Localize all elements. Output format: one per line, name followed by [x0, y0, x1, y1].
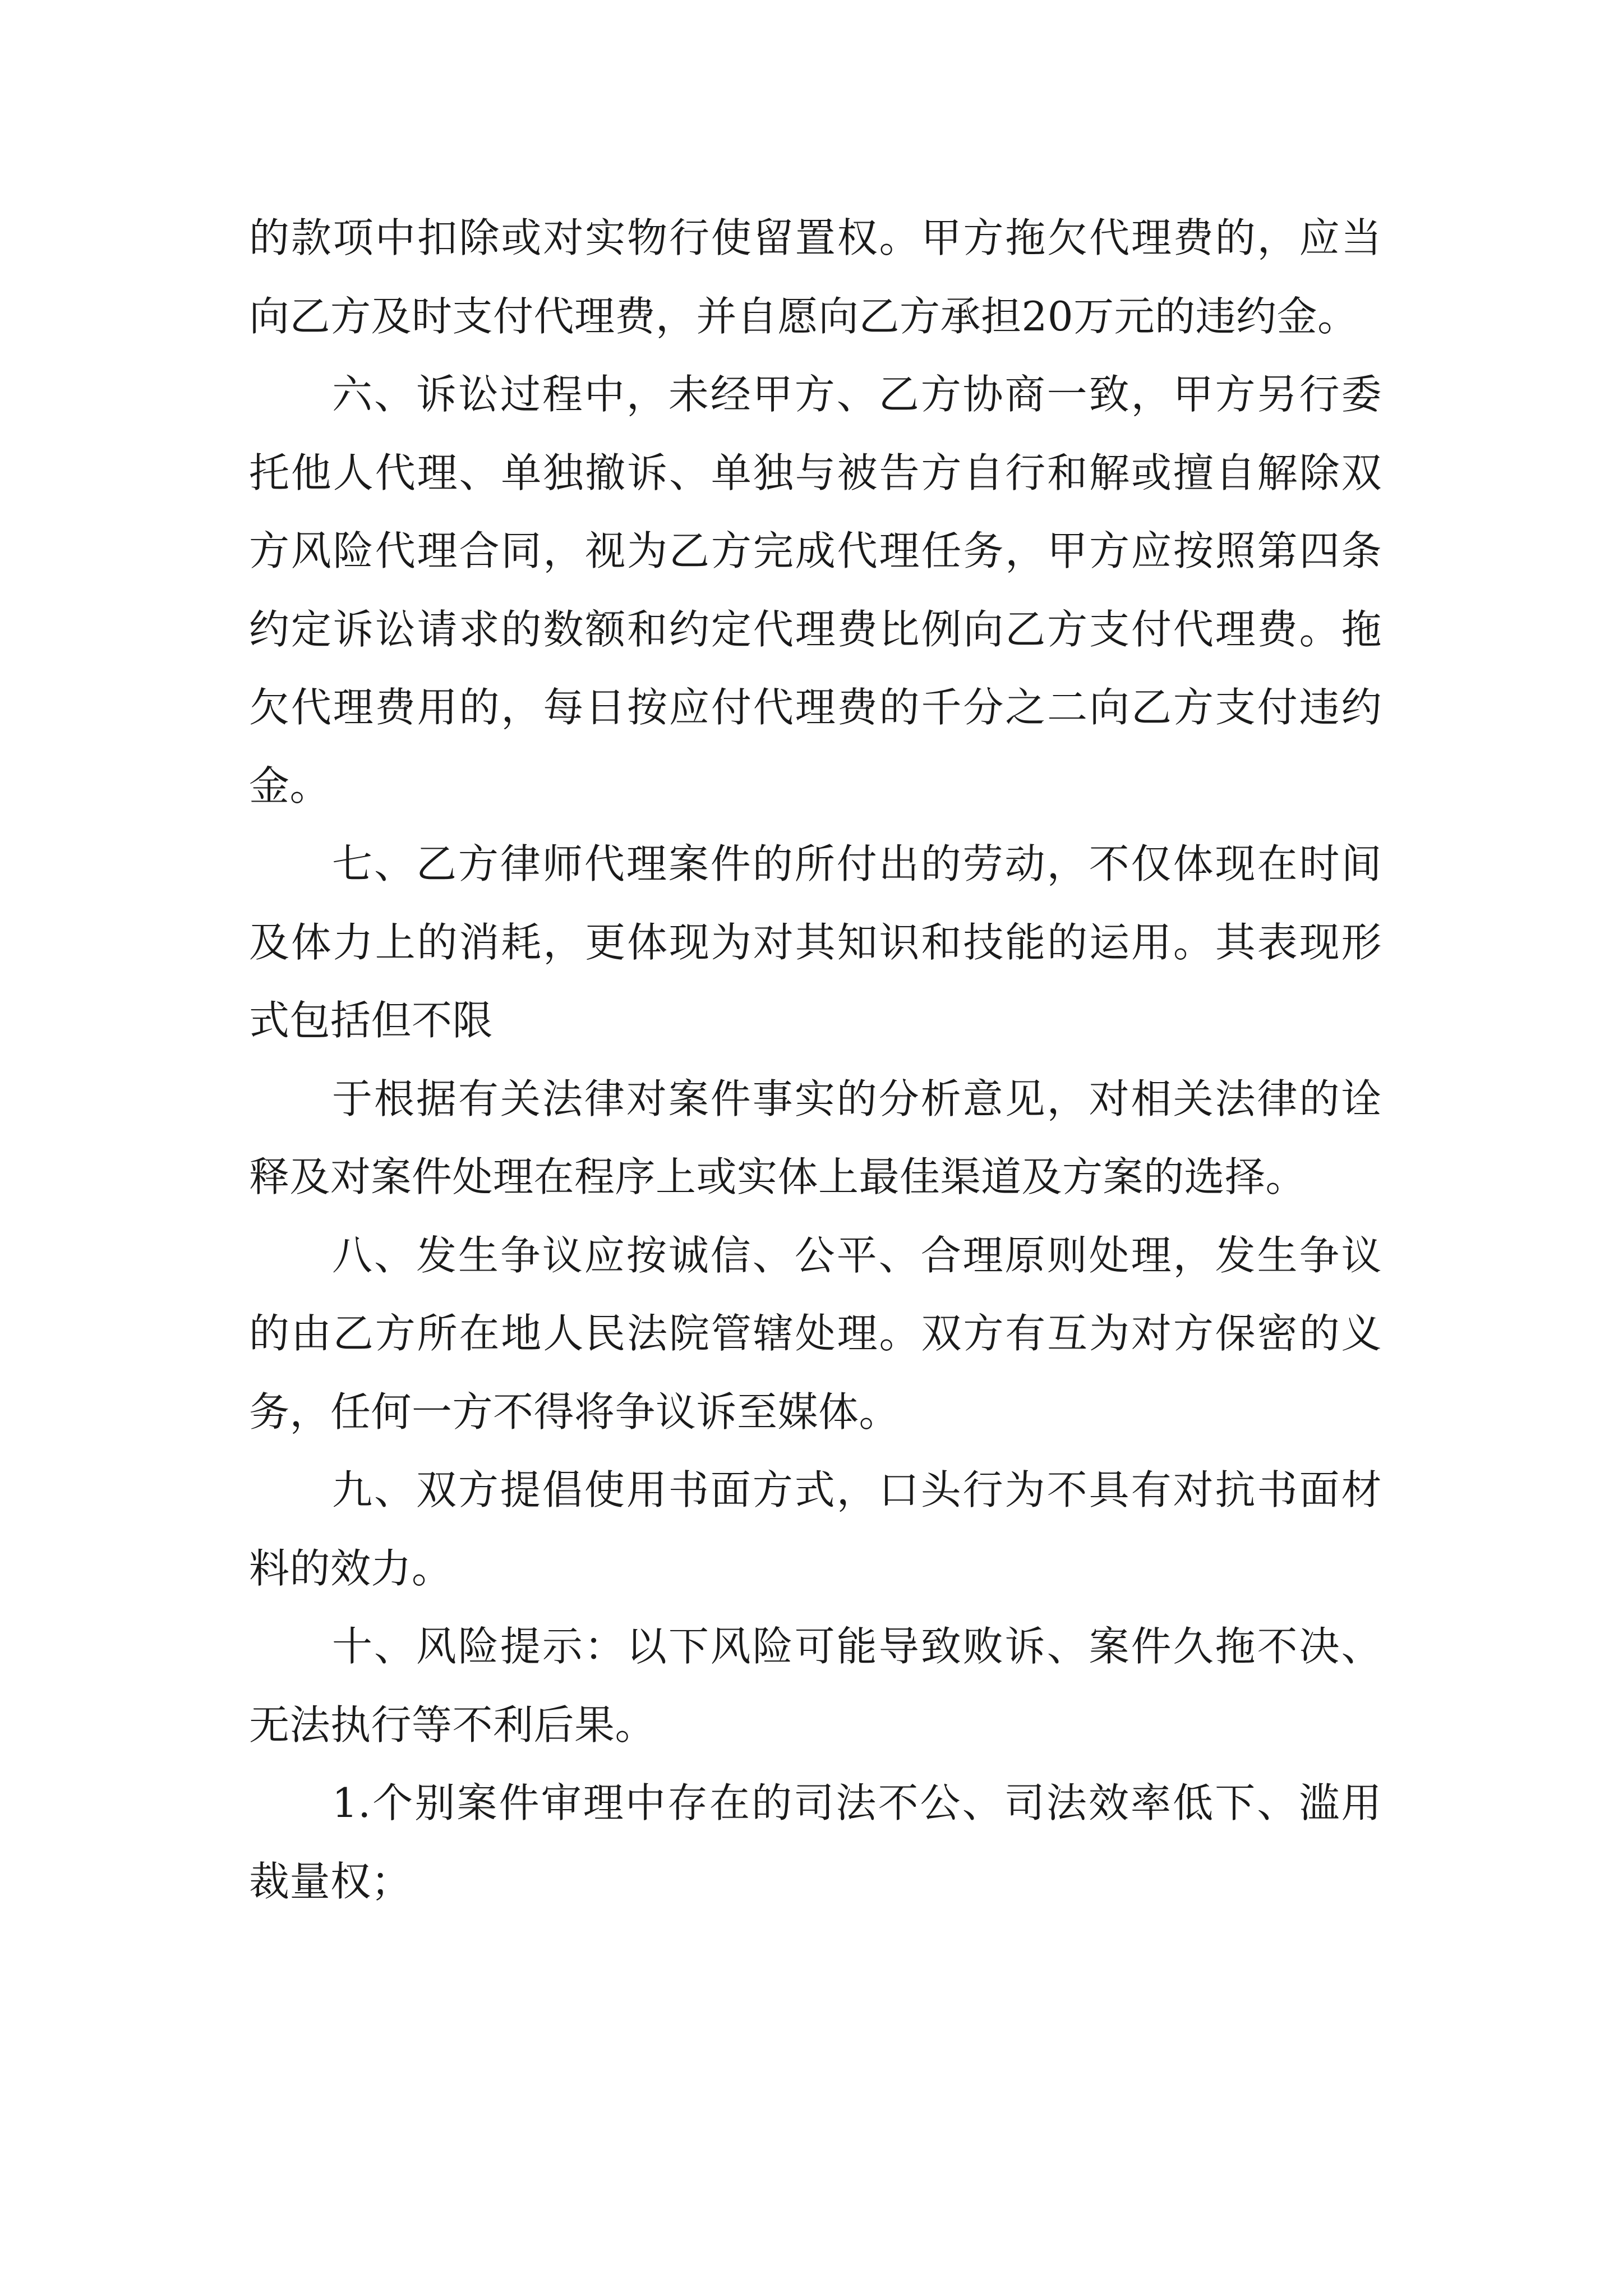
- document-page: [249, 199, 1382, 1921]
- paragraph-clause-6: 六、诉讼过程中，未经甲方、乙方协商一致，甲方另行委托他人代理、单独撤诉、单独与被告方自行和解或擅自解除双方风险代理合同，视为乙方完成代理任务，甲方应按照第四条约定诉讼请求的数额和约定代理费比例向乙方支付代理费。拖欠代理费用的，每日按应付代理费的千分之二向乙方支付违约金。: [249, 371, 1382, 809]
- paragraph-continuation: 的款项中扣除或对实物行使留置权。甲方拖欠代理费的，应当向乙方及时支付代理费，并自愿向乙方承担20万元的违约金。: [249, 214, 1382, 340]
- paragraph-clause-7: 七、乙方律师代理案件的所付出的劳动，不仅体现在时间及体力上的消耗，更体现为对其知识和技能的运用。其表现形式包括但不限: [249, 840, 1382, 1044]
- paragraph-clause-7-continued: 于根据有关法律对案件事实的分析意见，对相关法律的诠释及对案件处理在程序上或实体上最佳渠道及方案的选择。: [249, 1075, 1382, 1200]
- paragraph-risk-item-1: 1.个别案件审理中存在的司法不公、司法效率低下、滥用裁量权；: [249, 1779, 1382, 1905]
- paragraph-clause-10: 十、风险提示：以下风险可能导致败诉、案件久拖不决、无法执行等不利后果。: [249, 1623, 1382, 1749]
- paragraph-clause-8: 八、发生争议应按诚信、公平、合理原则处理，发生争议的由乙方所在地人民法院管辖处理。双方有互为对方保密的义务，任何一方不得将争议诉至媒体。: [249, 1231, 1382, 1435]
- paragraph-clause-9: 九、双方提倡使用书面方式，口头行为不具有对抗书面材料的效力。: [249, 1466, 1382, 1592]
